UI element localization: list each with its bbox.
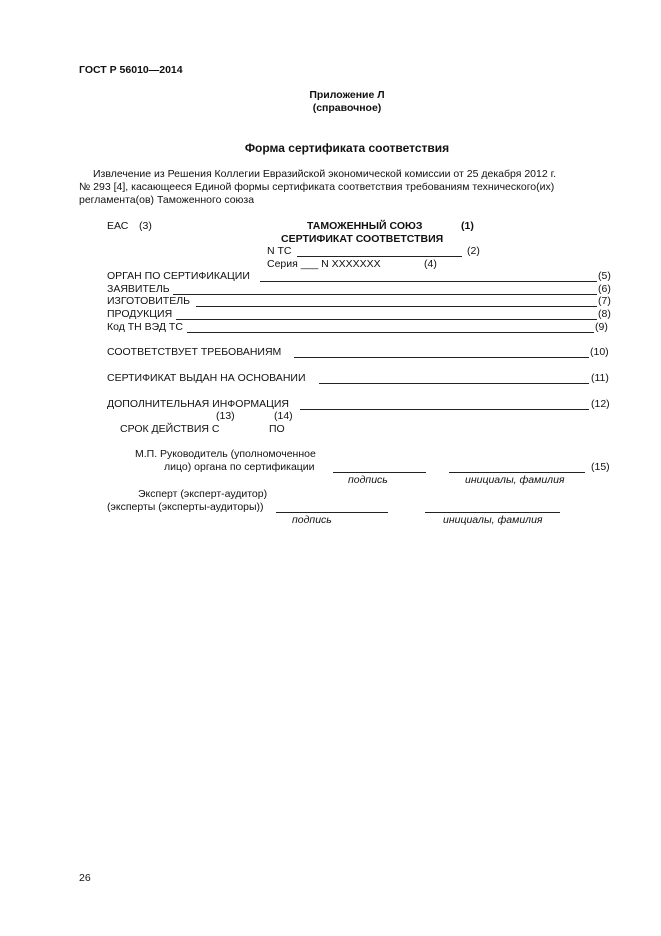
field-label-manufacturer: ИЗГОТОВИТЕЛЬ: [107, 295, 191, 307]
intro-line-3: регламента(ов) Таможенного союза: [79, 194, 255, 206]
field-line-hs-code: [187, 332, 594, 333]
expert-name-caption: инициалы, фамилия: [443, 514, 543, 526]
field-label-certification-body: ОРГАН ПО СЕРТИФИКАЦИИ: [107, 270, 250, 282]
appendix-title: Приложение Л: [309, 89, 385, 101]
field-label-applicant: ЗАЯВИТЕЛЬ: [107, 283, 170, 295]
field-line-certification-body: [260, 281, 597, 282]
head-num: (15): [591, 461, 610, 473]
customs-union-num: (1): [461, 220, 474, 232]
standard-code: ГОСТ Р 56010—2014: [79, 64, 183, 76]
head-name-caption: инициалы, фамилия: [465, 474, 565, 486]
field-line-applicant: [173, 294, 597, 295]
field-label-products: ПРОДУКЦИЯ: [107, 308, 173, 320]
field-label-additional-info: ДОПОЛНИТЕЛЬНАЯ ИНФОРМАЦИЯ: [107, 398, 289, 410]
validity-label: СРОК ДЕЙСТВИЯ С: [120, 423, 220, 435]
field-line-additional-info: [300, 409, 589, 410]
head-line-2: лицо) органа по сертификации: [164, 461, 315, 473]
field-label-issued-basis: СЕРТИФИКАТ ВЫДАН НА ОСНОВАНИИ: [107, 372, 306, 384]
section-title: Форма сертификата соответствия: [244, 141, 450, 155]
field-num-issued-basis: (11): [591, 372, 609, 384]
customs-union-title: ТАМОЖЕННЫЙ СОЮЗ: [307, 220, 423, 232]
n-tc-line: [297, 256, 462, 257]
validity-to-label: ПО: [269, 423, 285, 435]
series-label: Серия ___ N ХХХХХХХ: [267, 258, 381, 270]
field-line-products: [176, 319, 597, 320]
expert-line-2: (эксперты (эксперты-аудиторы)): [107, 501, 264, 513]
field-num-manufacturer: (7): [598, 295, 611, 307]
expert-signature-caption: подпись: [292, 514, 332, 526]
n-tc-num: (2): [467, 245, 480, 257]
page-number: 26: [79, 872, 91, 884]
field-num-applicant: (6): [598, 283, 611, 295]
field-num-certification-body: (5): [598, 270, 611, 282]
head-name-line: [449, 472, 585, 473]
appendix-note: (справочное): [312, 102, 382, 114]
field-num-hs-code: (9): [595, 321, 608, 333]
validity-num-13: (13): [216, 410, 235, 422]
head-signature-caption: подпись: [348, 474, 388, 486]
n-tc-label: N ТС: [267, 245, 292, 257]
head-signature-line: [333, 472, 426, 473]
expert-signature-line: [276, 512, 388, 513]
field-num-products: (8): [598, 308, 611, 320]
eac-label: ЕАС: [107, 220, 129, 232]
certificate-title: СЕРТИФИКАТ СООТВЕТСТВИЯ: [281, 233, 444, 245]
field-num-conforms: (10): [590, 346, 609, 358]
eac-num: (3): [139, 220, 152, 232]
expert-name-line: [425, 512, 560, 513]
head-line-1: М.П. Руководитель (уполномоченное: [135, 448, 316, 460]
field-line-conforms: [294, 357, 589, 358]
field-num-additional-info: (12): [591, 398, 610, 410]
field-line-manufacturer: [196, 306, 597, 307]
validity-num-14: (14): [274, 410, 293, 422]
field-label-conforms: СООТВЕТСТВУЕТ ТРЕБОВАНИЯМ: [107, 346, 282, 358]
field-line-issued-basis: [319, 383, 589, 384]
intro-line-2: № 293 [4], касающееся Единой формы сертификата соответствия требованиям технического(их): [79, 181, 555, 193]
intro-line-1: Извлечение из Решения Коллегии Евразийской экономической комиссии от 25 декабря 2012 г.: [93, 168, 557, 180]
field-label-hs-code: Код ТН ВЭД ТС: [107, 321, 183, 333]
expert-line-1: Эксперт (эксперт-аудитор): [138, 488, 268, 500]
series-num: (4): [424, 258, 437, 270]
